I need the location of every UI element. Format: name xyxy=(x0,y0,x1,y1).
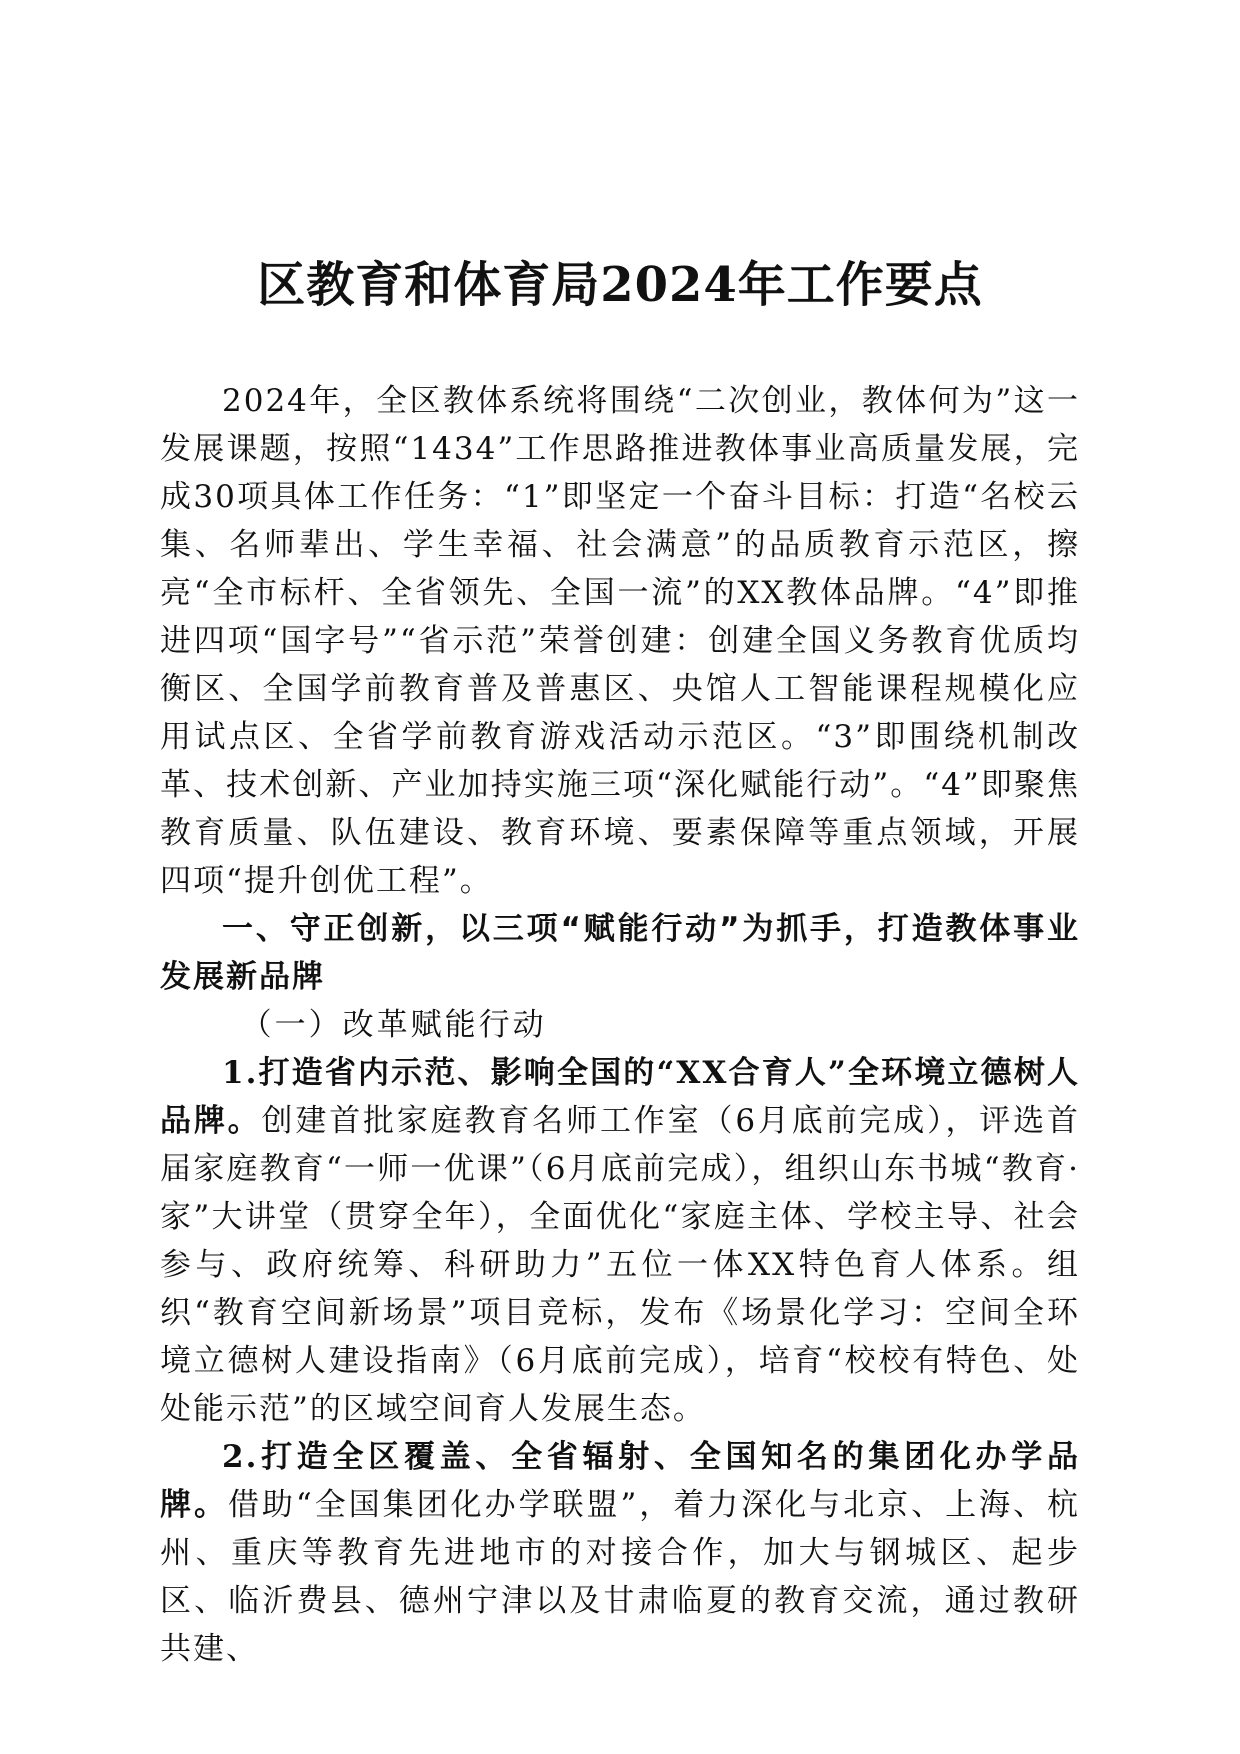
item-paragraph-1 xyxy=(160,1049,1080,1433)
intro-paragraph: 2024年，全区教体系统将围绕“二次创业，教体何为”这一发展课题，按照“1434”工作思路推进教体事业高质量发展，完成30项具体工作任务：“1”即坚定一个奋斗目标：打造“名校云集、名师辈出、学生幸福、社会满意”的品质教育示范区，擦亮“全市标杆、全省领先、全国一流”的XX教体品牌。“4”即推进四项“国字号”“省示范”荣誉创建：创建全国义务教育优质均衡区、全国学前教育普及普惠区、央馆人工智能课程规模化应用试点区、全省学前教育游戏活动示范区。“3”即围绕机制改革、技术创新、产业加持实施三项“深化赋能行动”。“4”即聚焦教育质量、队伍建设、教育环境、要素保障等重点领域，开展四项“提升创优工程”。 xyxy=(160,383,1080,899)
item-lead-2: 2.打造全区覆盖、全省辐射、全国知名的集团化办学品牌。 xyxy=(160,1439,1080,1523)
document-title: 区教育和体育局2024年工作要点 xyxy=(257,257,983,313)
item-body-2: 借助“全国集团化办学联盟”，着力深化与北京、上海、杭州、重庆等教育先进地市的对接合作，加大与钢城区、起步区、临沂费县、德州宁津以及甘肃临夏的教育交流，通过教研共建、 xyxy=(160,1487,1080,1667)
item-lead-1: 1.打造省内示范、影响全国的“XX合育人”全环境立德树人品牌。 xyxy=(160,1055,1080,1139)
item-paragraph-2 xyxy=(160,1433,1080,1673)
item-body-1: 创建首批家庭教育名师工作室（6月底前完成），评选首届家庭教育“一师一优课”（6月底前完成），组织山东书城“教育·家”大讲堂（贯穿全年），全面优化“家庭主体、学校主导、社会参与、政府统筹、科研助力”五位一体XX特色育人体系。组织“教育空间新场景”项目竞标，发布《场景化学习：空间全环境立德树人建设指南》（6月底前完成），培育“校校有特色、处处能示范”的区域空间育人发展生态。 xyxy=(160,1103,1080,1427)
subsection-heading: （一）改革赋能行动 xyxy=(240,1007,547,1043)
document-body xyxy=(160,377,1080,1673)
section-heading: 一、守正创新，以三项“赋能行动”为抓手，打造教体事业发展新品牌 xyxy=(160,911,1080,995)
